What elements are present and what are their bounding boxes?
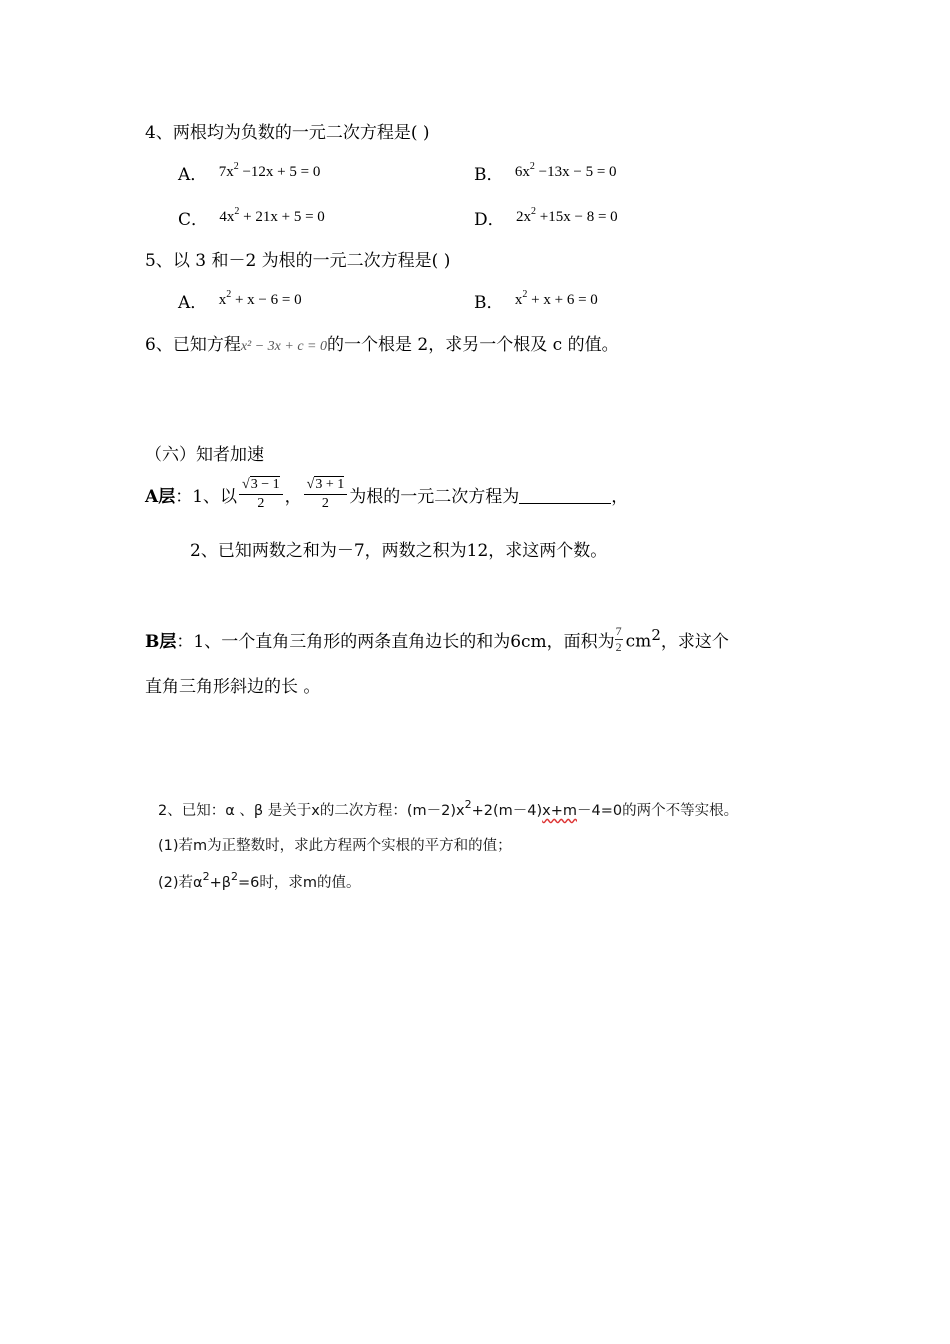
fraction-7-over-2: $\frac{7}{2}$ xyxy=(615,624,622,654)
q6-suffix: 的一个根是 2，求另一个根及 c 的值。 xyxy=(327,335,619,355)
q4-stem: 4、两根均为负数的一元二次方程是( ) xyxy=(145,123,430,143)
image-problem-line3: (2)若$\alpha^2+\beta^2=6$时，求m的值。 xyxy=(158,870,361,891)
q5-stem: 5、以 3 和－2 为根的一元二次方程是( ) xyxy=(145,251,451,271)
q4-option-a xyxy=(178,160,320,185)
q5-option-a xyxy=(178,288,302,313)
option-equation: $x^2 + x + 6 = 0$ xyxy=(514,289,598,308)
q6-prefix: 6、已知方程 xyxy=(145,335,241,355)
option-equation: $6x^2 -13x - 5 = 0$ xyxy=(514,161,617,180)
q6-equation: x² − 3x + c = 0 xyxy=(240,339,328,354)
q5-option-b xyxy=(474,288,598,313)
option-label: B． xyxy=(474,165,504,185)
level-b-q1-suffix: ，求这个 xyxy=(660,632,729,652)
q4-option-c xyxy=(178,205,325,230)
answer-blank[interactable] xyxy=(519,485,611,504)
level-b-q1-line2: 直角三角形斜边的长 。 xyxy=(145,677,321,697)
option-equation: $2x^2 +15x - 8 = 0$ xyxy=(516,206,618,225)
option-equation: $x^2 + x - 6 = 0$ xyxy=(218,289,302,308)
option-equation: $4x^2 + 21x + 5 = 0$ xyxy=(219,206,325,225)
option-label: C． xyxy=(178,210,209,230)
q4-option-d xyxy=(474,205,618,230)
level-a-q2: 2、已知两数之和为－7，两数之积为12，求这两个数。 xyxy=(190,541,608,561)
level-a-label: A层 xyxy=(145,487,176,508)
q6-stem xyxy=(145,330,619,355)
level-b-q1-prefix: ：1、一个直角三角形的两条直角边长的和为6cm，面积为 xyxy=(176,632,615,652)
unit-cm-squared: $cm^2$ xyxy=(625,626,661,652)
fraction-sqrt3-minus-1: $\frac{√3 - 1}{2}$ xyxy=(239,476,283,513)
level-a-q1-suffix: 为根的一元二次方程为 xyxy=(349,487,520,508)
separator: ， xyxy=(284,487,302,508)
image-problem-line1: 2、已知：α 、β 是关于x的二次方程：$(m-2)x^2+2(m-4)x+m-4=0$的两个不等实根。 xyxy=(158,798,739,819)
section-title: （六）知者加速 xyxy=(145,445,264,465)
option-equation: $7x^2 -12x + 5 = 0$ xyxy=(218,161,321,180)
fraction-sqrt3-plus-1: $\frac{√3 + 1}{2}$ xyxy=(304,476,348,513)
option-label: B． xyxy=(474,293,504,313)
q4-option-b xyxy=(474,160,617,185)
image-problem-line2: (1)若m为正整数时，求此方程两个实根的平方和的值； xyxy=(158,838,512,854)
level-b-label: B层 xyxy=(145,632,177,652)
embedded-problem-image xyxy=(158,788,778,898)
option-label: A． xyxy=(178,293,208,313)
option-label: D． xyxy=(474,210,505,230)
level-a-q1-prefix: ：1、以 xyxy=(175,487,238,508)
level-a-q1 xyxy=(145,476,628,513)
level-b-q1 xyxy=(145,604,729,654)
level-a-q1-end: ， xyxy=(611,487,629,508)
option-label: A． xyxy=(178,165,208,185)
